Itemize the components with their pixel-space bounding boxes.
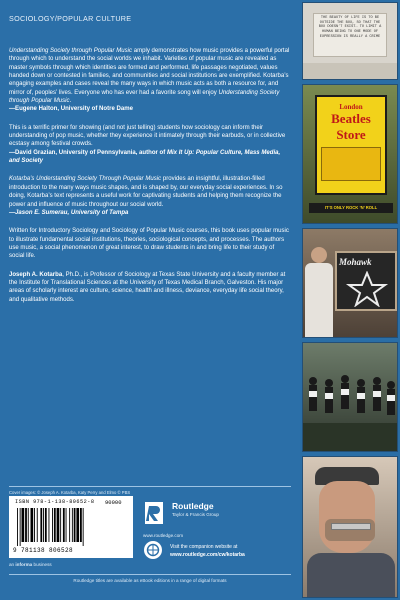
barcode-bar	[66, 508, 67, 542]
texas-star-icon	[343, 271, 391, 307]
informa-pre: an	[9, 562, 16, 567]
informa-business	[9, 562, 52, 567]
isbn-label: ISBN 978-1-138-80652-8	[15, 499, 95, 505]
barcode-bar	[20, 508, 21, 546]
quote-wall-photo	[302, 2, 398, 80]
book-title-italic: Understanding Society through Popular Music	[9, 48, 133, 54]
barcode-bar	[17, 508, 18, 546]
band-members-figures	[303, 363, 398, 452]
barcode-bar	[76, 508, 79, 542]
companion-url[interactable]: www.routledge.com/cw/kotarba	[170, 551, 245, 558]
companion-website	[170, 544, 245, 559]
barcode-bar	[49, 508, 50, 542]
poster-sub-text: Store	[336, 127, 366, 142]
review-attribution: —Eugene Halton, University of Notre Dame	[9, 106, 133, 113]
barcode-bar	[54, 508, 56, 542]
mohawk-venue-photo	[302, 228, 398, 338]
barcode-bar	[40, 508, 42, 542]
harmonica	[331, 523, 371, 530]
author-bio	[9, 271, 300, 304]
routledge-logo-icon	[143, 500, 167, 526]
barcode-number: 9 781138 806528	[13, 547, 74, 554]
barcode-bar	[63, 508, 65, 542]
divider	[9, 486, 291, 487]
review-grazian	[9, 124, 300, 166]
attribution-text: —David Grazian, University of Pennsylvania, author of	[9, 149, 167, 156]
barcode-bar	[43, 508, 44, 542]
sign-text: Mohawk	[339, 257, 372, 267]
poster-detail	[321, 147, 381, 181]
wall-base	[303, 63, 398, 80]
book-description	[9, 227, 300, 260]
ebook-note: Routledge titles are available as eBook editions in a range of digital formats	[73, 578, 227, 583]
barcode-bar	[45, 508, 47, 542]
barcode-bar	[37, 508, 38, 542]
poster-main-text: Beatles	[331, 111, 371, 126]
informa-post: business	[32, 562, 52, 567]
bio-text	[9, 271, 291, 304]
review-body: provides an insightful, illustration-filled introduction to the many ways music shapes, and is shaped by, our everyday social experiences. In so doing, Kotarba’s text represents a useful work for captivating students and helping them recognize the power and influence of music throughout our social world.	[9, 176, 283, 208]
barcode-bar	[69, 508, 70, 542]
poster-bottom-text: IT’S ONLY ROCK ’N’ ROLL	[309, 203, 393, 213]
attribution-text: —Jason E. Sumerau, University of Tampa	[9, 209, 129, 216]
barcode-bar	[57, 508, 60, 542]
barcode-bar	[83, 508, 84, 546]
barcode-bar	[34, 508, 35, 542]
player-face	[319, 481, 375, 553]
player-shirt	[307, 553, 395, 598]
harmonica-player-photo	[302, 456, 398, 598]
publisher-subtitle: Taylor & Francis Group	[172, 512, 219, 517]
barcode-bar	[60, 508, 61, 542]
punctuation: .	[69, 98, 72, 105]
informa-logo-text: informa	[15, 562, 33, 567]
price-addon: 90000	[105, 499, 122, 506]
beatles-store-photo	[302, 84, 398, 224]
publisher-name: Routledge	[172, 501, 214, 511]
review-sumerau	[9, 175, 300, 217]
photo-strip	[300, 0, 400, 600]
barcode-bar	[52, 508, 53, 542]
cover-credit: Cover images: © Joseph A. Kotarba, Katy Perry and Elmo © PBS	[9, 490, 131, 495]
isbn-barcode	[9, 496, 133, 558]
barcode-bar	[31, 508, 34, 542]
review-body: amply demonstrates how music provides a powerful portal through which to understand the social worlds we inhabit. Varieties of popular music are revealed as master symbols through which identities are formed and performed, life passages negotiated, values handed down or contested in families, and communities and social institutions are exemplified. Kotarba’s engaging examples and cases reveal the many ways in which music acts as both a resource for, and mirror of, peoples’ lives. Everyone who has ever had a favorite song will enjoy	[9, 48, 290, 96]
review-sumerau-text	[9, 175, 291, 208]
barcode-bar	[80, 508, 82, 542]
category-label: SOCIOLOGY/POPULAR CULTURE	[9, 14, 132, 23]
barcode-bar	[28, 508, 29, 542]
person-head	[311, 247, 327, 263]
person-body	[305, 263, 333, 338]
review-grazian-text: This is a terrific primer for showing (and not just telling) students how sociology can inform their understanding of pop music, whether they experience it intimately through their earbuds, or in collective ecstasy among festival crowds.	[9, 124, 286, 148]
attribution-book-title: Mix It Up: Popular Culture, Mass Media, and Society	[9, 149, 281, 165]
poster-top-text: London	[339, 103, 363, 111]
book-title-italic: Understanding Society through Popular Music	[9, 89, 280, 105]
bio-body: , Ph.D., is Professor of Sociology at Texas State University and a faculty member at the Institute for Translational Sciences at the University of Texas Medical Branch, Galveston. His major areas of scholarly interest are culture, science, health and illness, deviance, everyday life social theory, and qualitative methods.	[9, 271, 286, 303]
divider	[9, 574, 291, 575]
review-attribution	[9, 209, 291, 217]
barcode-bar	[74, 508, 76, 542]
marching-band-photo	[302, 342, 398, 452]
barcode-bars	[15, 508, 127, 546]
quote-text: THE BEAUTY OF LIFE IS TO BE OUTSIDE THE BOX, SO THAT THE BOX DOESN’T EXIST… TO LIMIT A HUMAN BEING TO ONE MODE OF EXPRESSION IS REALLY A CRIME	[318, 16, 382, 39]
review-halton	[9, 47, 300, 114]
companion-website-icon	[143, 540, 163, 560]
author-name: Joseph A. Kotarba	[9, 271, 63, 278]
barcode-bar	[22, 508, 25, 542]
review-halton-text	[9, 47, 291, 105]
publisher-url[interactable]: www.routledge.com	[143, 533, 184, 538]
companion-line: Visit the companion website at	[170, 544, 238, 550]
description-text: Written for Introductory Sociology and Sociology of Popular Music courses, this book uses popular music to illustrate fundamental social institutions, theories, sociological concepts, and processes. The authors use music, a social phenomenon of great interest, to draw students in and bring life to their study of social life.	[9, 228, 289, 260]
barcode-bar	[25, 508, 27, 542]
barcode-bar	[72, 508, 73, 542]
review-attribution	[9, 149, 291, 166]
book-title-italic: Kotarba’s Understanding Society Through Popular Music	[9, 176, 162, 183]
